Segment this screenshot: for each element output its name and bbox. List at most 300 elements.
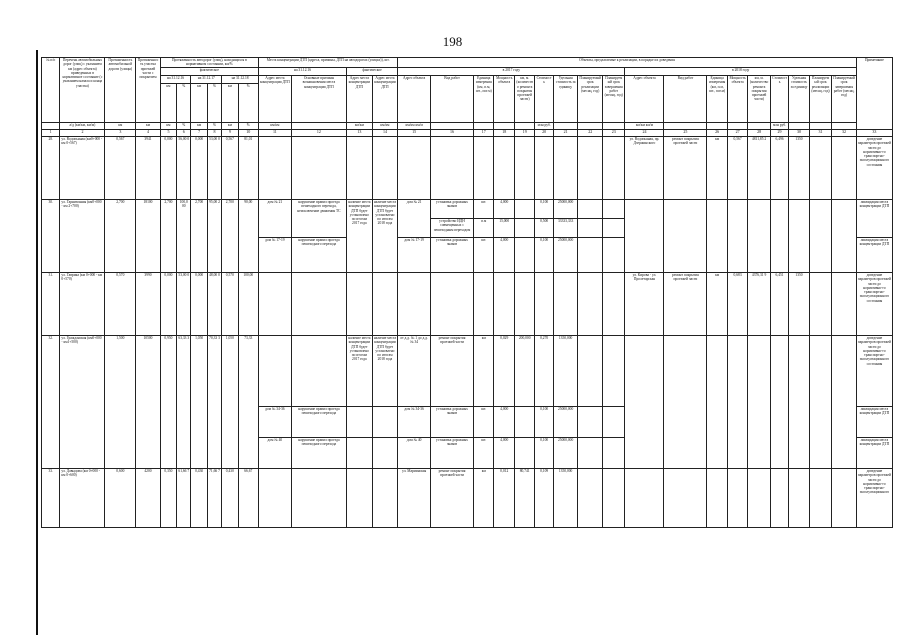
cell: 25000,000 [553,407,578,438]
cell: 0,000 [191,137,207,200]
cell [707,469,727,528]
cell: 2,700 [222,200,238,273]
cell: ремонт покрытия проезжей части [431,469,474,528]
col-num: 25 [664,130,707,137]
cell [789,336,809,469]
unit-km-4: км [136,123,161,130]
cell: 0,000 [160,273,176,336]
cell [494,137,514,200]
unit-blank-22 [578,123,603,130]
cell [578,469,603,528]
col-num: 5 [160,130,176,137]
cell: дом № 21 [259,200,292,238]
unit-kmkm-11: км/км [259,123,292,130]
cell: ул. Мариинская [398,469,431,528]
header-object-address-2018: Адрес объекта [625,76,664,123]
road-length: 0,600 [105,469,136,528]
cell [578,438,603,469]
cell: 0,350 [160,469,176,528]
column-number-row [42,130,893,137]
cell: 1350 [789,137,809,200]
cell [578,200,603,219]
cell: шт. [474,438,494,469]
cell [832,469,857,528]
cell: 15,000 [494,219,514,238]
cell: 48,00 0 [207,273,221,336]
unit-mln-20: млн руб. [535,123,553,130]
cell: 73,33 [238,336,258,469]
cell: установка дорожных знаков [431,438,474,469]
unit-blank-25 [664,123,707,130]
cell: 1,050 [191,336,207,469]
cell: 200,000 [514,336,534,407]
cell [259,137,292,200]
cell [291,137,346,200]
cell [832,273,857,336]
cell: 53,00 0 [207,137,221,200]
cell: км [707,137,727,200]
cell: 25000,000 [553,238,578,273]
cell: 0,100 [535,238,553,273]
cell [347,273,373,336]
cell [553,273,578,336]
table-row [42,273,893,336]
cell: 6,496 [770,137,788,200]
cell [398,137,431,200]
table-row [42,137,893,200]
col-num: 20 [535,130,553,137]
unit-blank-26 [707,123,727,130]
col-num: 1 [42,130,60,137]
road-name: ул. Давыдова (км 0+000 - км 0+600) [60,469,105,528]
cell: 0,100 [535,438,553,469]
cell: 0,430 [222,469,238,528]
row-number: 32. [42,336,60,469]
row-number: 31. [42,273,60,336]
header-repair-km: км, м. (количество ремонта покрытия проезжей части) [514,76,534,123]
cell: 71,66 7 [207,469,221,528]
table-row [42,469,893,528]
cell [514,273,534,336]
note-cell: ликвидация места концентрации ДТП [856,238,892,273]
cell [578,137,603,200]
unit-blank-28 [748,123,771,130]
header-km-2018: км [222,84,238,123]
col-num: 24 [625,130,664,137]
cell: 4,000 [494,200,514,219]
cell [664,469,707,528]
header-objects: Объекты, предлагаемые к реализации, в порядке их доведения [398,58,857,68]
cell [259,273,292,336]
cell: 80,741 [514,469,534,528]
cell: наличие места концентрации ДТП будет установлено по итогам 2018 года [372,200,398,273]
cell: нарушение правил проезда пешеходного перехода [291,438,346,469]
cell [372,438,398,469]
cell: 0,950 [160,336,176,469]
header-plan-start: Планируемый срок реализации (месяц, год) [578,76,603,123]
col-num: 13 [347,130,373,137]
cell [809,273,832,336]
cell: 100,00 [238,273,258,336]
cell [514,200,534,219]
cell: 4376,31 9 [748,273,771,336]
unit-pct-8: % [207,123,221,130]
cell [602,336,625,407]
road-length: 1,500 [105,336,136,469]
cell [707,200,727,273]
col-num: 16 [431,130,474,137]
col-num: 17 [474,130,494,137]
cell: дом № 40 [398,438,431,469]
cell: ремонт покрытия проезжей части [664,273,707,336]
cell: 0,012 [494,469,514,528]
cell: 0,570 [222,273,238,336]
cell: 0,500 [535,219,553,238]
col-num: 7 [191,130,207,137]
col-num: 14 [372,130,398,137]
cell: 33333,333 [553,219,578,238]
header-work-type: Вид работ [431,76,474,123]
cell: ул. Водопьяная, пр. Дзержинского [625,137,664,200]
cell: 25000,000 [553,438,578,469]
cell: 1350 [789,273,809,336]
unit-blank-12 [291,123,346,130]
cell [259,469,292,528]
unit-km-5: км [160,123,176,130]
cell: нарушение правил проезда пешеходного перехода, неисключение движения ТС [291,200,346,238]
col-num: 6 [177,130,191,137]
cell: нарушение правил проезда пешеходного перехода [291,407,346,438]
cell: 0,000 [160,137,176,200]
header-year-2017: в 2017 году [398,68,625,76]
cell: ремонт покрытия проезжей части [431,336,474,407]
col-num: 29 [770,130,788,137]
unit-km-3: км [105,123,136,130]
cell: наличие места концентрации ДТП будет установлено по итогам 2017 года [347,200,373,273]
cell [748,336,771,469]
cell [347,438,373,469]
covered-length: 3941 [136,137,161,200]
cell: км [707,273,727,336]
note-cell: доведение параметров проезжей части до нормативно-го транспортно-эксплуатационного состояния [856,137,892,200]
cell [832,336,857,469]
cell [514,137,534,200]
cell [625,336,664,469]
cell [578,336,603,407]
cell [770,200,788,273]
cell [291,336,346,407]
unit-blank-16 [431,123,474,130]
cell: ул. Кирова - ул. Пролетарская [625,273,664,336]
cell: п.м [474,219,494,238]
cell: 4811,85 2 [748,137,771,200]
header-date-2018: на 31.12.18 [222,76,259,84]
header-plan-start-2018: Планируемый срок реализации (месяц, год) [809,76,832,123]
cell [578,219,603,238]
header-note: Примечание [856,58,892,130]
road-name: ул. Гаврика (км 0+000 - км 0+570) [60,273,105,336]
road-length: 0,567 [105,137,136,200]
cell: 0,430 [191,469,207,528]
cell: 0,100 [535,407,553,438]
cell [748,469,771,528]
cell: дом № 21 [398,200,431,238]
cell [578,407,603,438]
header-dtp-causes: Основные причины возникновения места концентрации ДТП [291,76,346,123]
cell: 66,67 [238,469,258,528]
unit-addr-km: а/д (км/км, км/м) [60,123,105,130]
cell: дом № 34-36 [259,407,292,438]
cell [291,273,346,336]
cell [291,469,346,528]
cell: нарушение правил проезда пешеходного перехода [291,238,346,273]
cell [494,273,514,336]
header-dtp-places: Места концентрации ДТП (адреса, причины, ДТП на автодорогах (улицах)), шт. [259,58,398,68]
row-number: 33. [42,469,60,528]
unit-pct-6: % [177,123,191,130]
col-num: 8 [207,130,221,137]
cell: 0,000 [191,273,207,336]
cell: установка дорожных знаков [431,200,474,219]
header-dtp-address-2018: Адрес места концентрации ДТП [372,76,398,123]
header-work-type-2018: Вид работ [664,76,707,123]
col-num: 26 [707,130,727,137]
cell: 63,33 3 [177,336,191,469]
cell [259,336,292,407]
col-num: 27 [727,130,747,137]
unit-blank-19 [514,123,534,130]
table-row [42,200,893,219]
header-cost-2018: Стоимость [770,76,788,123]
cell: 53,00 0 [177,273,191,336]
cell [553,137,578,200]
road-length: 2,700 [105,200,136,273]
cell [347,137,373,200]
binding-margin-line [36,50,38,635]
cell: 61,66 7 [177,469,191,528]
cell [514,219,534,238]
cell: 0,109 [535,469,553,528]
header-pct-2018: % [238,84,258,123]
header-capacity: Мощность объекта [494,76,514,123]
col-num: 12 [291,130,346,137]
note-cell: ликвидация места концентрации ДТП [856,200,892,238]
cell [809,336,832,469]
cell [789,469,809,528]
unit-blank-31 [809,123,832,130]
col-num: 19 [514,130,534,137]
cell: установка дорожных знаков [431,238,474,273]
cell [398,273,431,336]
cell [578,238,603,273]
col-num: 22 [578,130,603,137]
note-cell: ликвидация места концентрации ДТП [856,438,892,469]
header-dtp-actual: фактическое [347,68,398,76]
cell [372,407,398,438]
cell: 6,451 [770,273,788,336]
cell [770,469,788,528]
cell [535,273,553,336]
note-cell: доведение параметров проезжей части до нормативно-го транспортно-эксплуатационного состояния [856,273,892,336]
unit-blank-18 [494,123,514,130]
header-capacity-2018: Мощность объекта [727,76,747,123]
note-cell: доведение параметров проезжей части до нормативно-го транспортно-эксплуатационного состояния [856,336,892,407]
header-covered-length: Протяженность участка проезжей части с покрытием [136,58,161,123]
cell [602,273,625,336]
covered-length: 3990 [136,273,161,336]
header-dtp-address-2017: Адрес места концентрации ДТП [347,76,373,123]
header-km-2016: км [160,84,176,123]
unit-kmkm-15: км/км км/м [398,123,431,130]
col-num: 2 [60,130,105,137]
header-date-2017: на 31.12.17 [191,76,222,84]
cell: 25000,000 [553,200,578,219]
unit-blank-30 [789,123,809,130]
col-num: 9 [222,130,238,137]
header-plan-end: Планируемый срок завершения работ (месяц, год) [602,76,625,123]
cell [372,137,398,200]
col-num: 30 [789,130,809,137]
unit-km-9: км [222,123,238,130]
cell: дом № 17-19 [398,238,431,273]
cell: 2,700 [160,200,176,273]
unit-blank-27 [727,123,747,130]
col-num: 33 [856,130,892,137]
col-num: 18 [494,130,514,137]
cell [514,407,534,438]
unit-kmkm-24: км/км км/м [625,123,664,130]
cell: км [474,336,494,407]
cell [832,200,857,273]
cell [770,336,788,469]
cell [809,469,832,528]
cell [431,273,474,336]
cell [748,200,771,273]
cell: 4,000 [494,238,514,273]
cell: км [474,469,494,528]
cell [578,273,603,336]
header-km-2017: км [191,84,207,123]
cell: 0,683 [727,273,747,336]
cell: шт. [474,407,494,438]
col-num: 21 [553,130,578,137]
cell [347,469,373,528]
cell [809,200,832,273]
header-unit: Единица измерения (км, п.м, шт., пог.м) [474,76,494,123]
cell: установка дорожных знаков [431,407,474,438]
cell [602,137,625,200]
col-num: 31 [809,130,832,137]
cell [372,273,398,336]
cell [664,336,707,469]
unit-pct-10: % [238,123,258,130]
cell [431,137,474,200]
header-repair-km-2018: км, м. (количество ремонта покрытия проезжей части) [748,76,771,123]
cell: 70,33 3 [207,336,221,469]
table-row [42,336,893,407]
road-name: ул. Гарнизонная (км0+000 - км 2+700) [60,200,105,273]
header-road-length: Протяженность автомобильной дороги (улицы) [105,58,136,123]
header-actual: фактическое [160,68,258,76]
covered-length: 4200 [136,469,161,528]
unit-kmkm-14: км/км [372,123,398,130]
col-num: 15 [398,130,431,137]
cell [514,438,534,469]
cell: 4,000 [494,407,514,438]
col-num: 10 [238,130,258,137]
road-objects-table-sheet [41,57,893,528]
header-unit-2018: Единица измерения (км, п.м, шт., пог.м) [707,76,727,123]
col-num: 28 [748,130,771,137]
cell: 81,01 [238,137,258,200]
cell [347,407,373,438]
cell: 1350,000 [553,336,578,407]
header-num: № п/п [42,58,60,123]
cell [602,200,625,219]
cell [832,137,857,200]
cell [602,219,625,238]
cell: 0,029 [494,336,514,407]
header-road-list: Перечень автомобильных дорог (улиц) с указанием км (адрес объекта) приведенных в нормативное состояние (с указанием начала и конца участка) [60,58,105,123]
note-cell: ликвидация места концентрации ДТП [856,407,892,438]
unit-blank-23 [602,123,625,130]
cell: 90,00 [238,200,258,273]
road-name: ул. Водопьяная (км0+000 - км 0+567) [60,137,105,200]
unit-mln-29: млн руб. [770,123,788,130]
cell: 0,270 [535,336,553,407]
header-cost: Стоимость [535,76,553,123]
cell [602,407,625,438]
cell: 56,00 0 [177,137,191,200]
header-dtp-2016: на 31.12.16 [259,68,347,76]
unit-blank-1 [42,123,60,130]
header-normative-length: Протяженность автодорог (улиц), находящихся в нормативном состоянии, км/% [160,58,258,68]
row-number: 28. [42,137,60,200]
cell [602,469,625,528]
unit-kmkm-13: км/км [347,123,373,130]
cell: дом № 34-36 [398,407,431,438]
note-cell: доведение параметров проезжей части до нормативно-го транспортно-эксплуатационного [856,469,892,528]
cell: ремонт покрытия проезжей части [664,137,707,200]
cell [535,137,553,200]
cell [789,200,809,273]
unit-blank-21 [553,123,578,130]
cell: 1,050 [222,336,238,469]
unit-blank-32 [832,123,857,130]
col-num: 23 [602,130,625,137]
cell: дом № 17-19 [259,238,292,273]
header-date-2016: на 31.12.16 [160,76,191,84]
cell: 2,700 [191,200,207,273]
cell: 0,567 [222,137,238,200]
cell: 0,567 [727,137,747,200]
header-pct-2017: % [207,84,221,123]
cell [727,200,747,273]
cell: наличие места концентрации ДТП будет установлено по итогам 2018 года [372,336,398,407]
cell: 100,0 00 [177,200,191,273]
cell [474,273,494,336]
cell [602,438,625,469]
road-objects-table [41,57,893,528]
page-number: 198 [442,34,463,49]
col-num: 32 [832,130,857,137]
covered-length: 18100 [136,200,161,273]
header-year-2018: в 2018 году [625,68,856,76]
header-plan-end-2018: Планируемый срок завершения работ (месяц, год) [832,76,857,123]
cell: 95,00 2 [207,200,221,273]
col-num: 11 [259,130,292,137]
cell: 1350,000 [553,469,578,528]
